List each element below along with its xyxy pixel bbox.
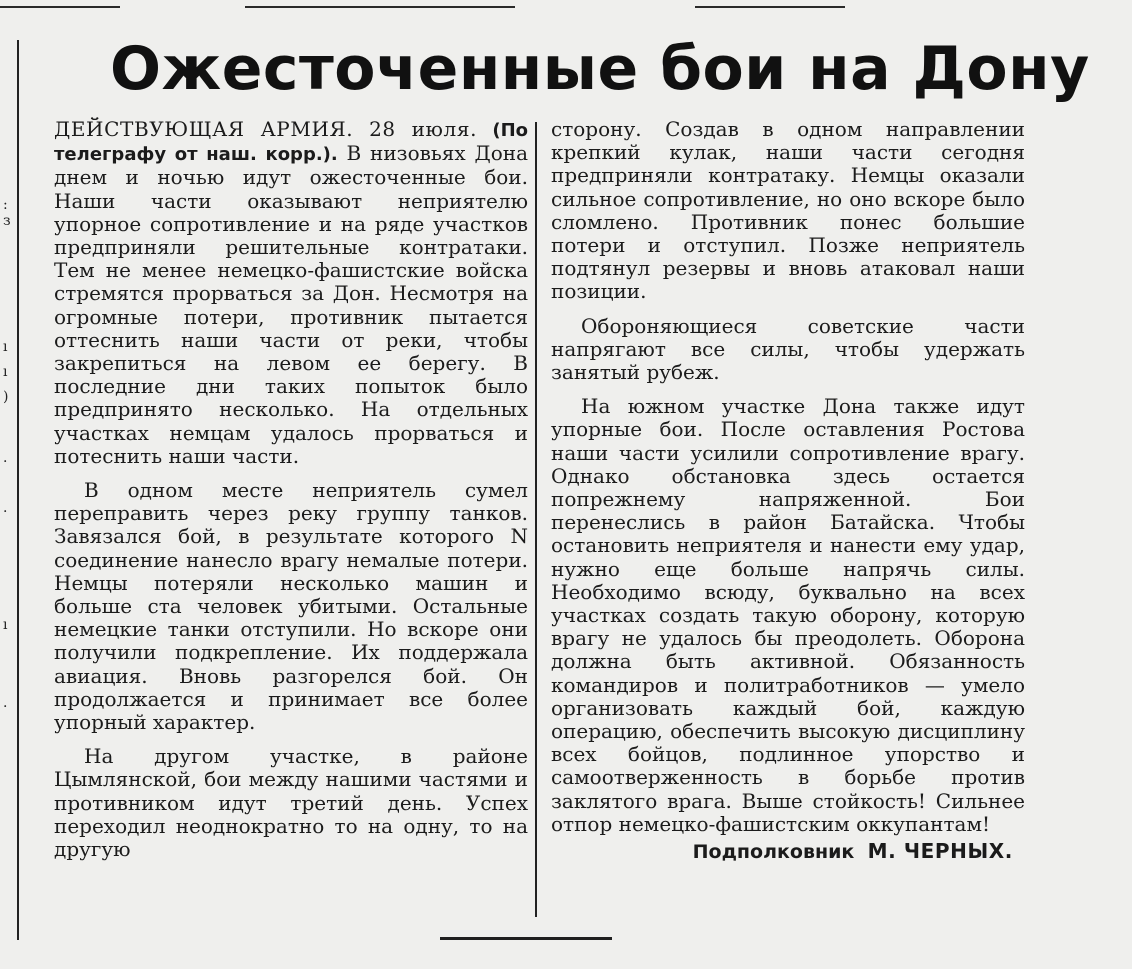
paragraph-continued: сторону. Создав в одном направлении крепкий кулак, наши части сегодня предприняли контратаку. Немцы оказали сильное сопротивление, но оно вскоре было сломлено. Противник понес большие потери и отступил. Позже неприятель подтянул резервы и вновь атаковал наши позиции. — [551, 117, 1025, 304]
margin-mark: ı — [3, 364, 8, 380]
margin-mark: ı — [3, 339, 8, 355]
left-column-rule — [17, 40, 19, 940]
margin-mark: ı — [3, 617, 8, 633]
author-rank: Подполковник — [692, 841, 855, 864]
margin-mark: : — [3, 197, 8, 213]
paragraph: На другом участке, в районе Цымлянской, бои между нашими частями и противником идут третий день. Успех переходил неоднократно то на одну, то на другую — [54, 744, 528, 862]
margin-mark: ) — [3, 389, 9, 405]
author-signature — [551, 840, 1025, 864]
article-headline: Ожесточенные бои на Дону — [110, 34, 1090, 104]
article-column-right — [551, 118, 1025, 864]
dateline: ДЕЙСТВУЮЩАЯ АРМИЯ. 28 июля. — [54, 117, 478, 141]
lead-text: В низовьях Дона днем и ночью идут ожесточенные бои. Наши части оказывают неприятелю упорное сопротивление и на ряде участков предприняли решительные контратаки. Тем не менее немецко-фашистские войска стремятся прорваться за Дон. Несмотря на огромные потери, противник пытается оттеснить наши части от реки, чтобы закрепиться на левом ее берегу. В последние дни таких попыток было предпринято несколько. На отдельных участках немцам удалось прорваться и потеснить наши части. — [54, 141, 529, 468]
margin-mark: · — [3, 504, 8, 520]
margin-mark: з — [3, 213, 11, 229]
margin-mark: · — [3, 699, 8, 715]
article-column-left — [54, 118, 528, 861]
lead-paragraph — [54, 118, 528, 468]
paragraph: На южном участке Дона также идут упорные бои. После оставления Ростова наши части усилили сопротивление врагу. Однако обстановка здесь остается попрежнему напряженной. Бои перенеслись в район Батайска. Чтобы остановить неприятеля и нанести ему удар, нужно еще больше напрячь силы. Необходимо всюду, буквально на всех участках создать такую оборону, которую врагу не удалось бы преодолеть. Оборона должна быть активной. Обязанность командиров и политработников — умело организовать каждый бой, каждую операцию, обеспечить высокую дисциплину всех бойцов, подлинное упорство и самоотверженность в борьбе против заклятого врага. Выше стойкость! Сильнее отпор немецко-фашистским оккупантам! — [551, 394, 1025, 836]
column-divider — [535, 122, 537, 917]
paragraph: В одном месте неприятель сумел переправить через реку группу танков. Завязался бой, в результате которого N соединение нанесло врагу немалые потери. Немцы потеряли несколько машин и больше ста человек убитыми. Остальные немецкие танки отступили. Но вскоре они получили подкрепление. Их поддержала авиация. Вновь разгорелся бой. Он продолжается и принимает все более упорный характер. — [54, 478, 528, 735]
source-credit: (По телеграфу от наш. корр.). — [54, 120, 529, 166]
bottom-rule — [440, 937, 612, 940]
paragraph: Обороняющиеся советские части напрягают все силы, чтобы удержать занятый рубеж. — [551, 313, 1025, 385]
margin-mark: · — [3, 454, 8, 470]
author-name: М. ЧЕРНЫХ. — [867, 839, 1013, 864]
